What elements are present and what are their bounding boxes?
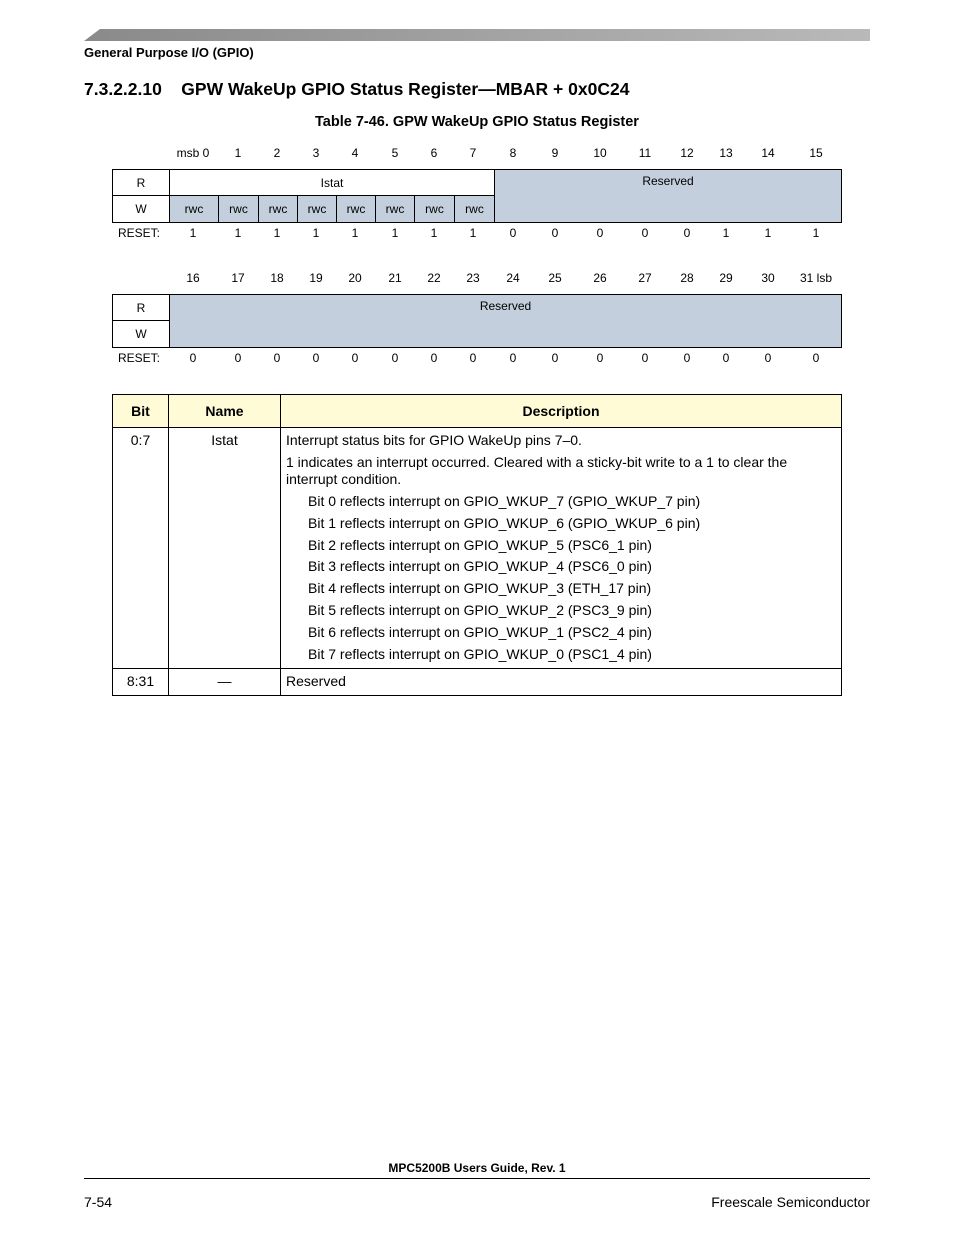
reset-value: 1 xyxy=(764,226,772,240)
description-cell: Reserved xyxy=(281,668,842,695)
bit-number: 5 xyxy=(391,146,399,160)
istat-field: Istat xyxy=(170,170,495,196)
rwc-cell: rwc xyxy=(219,196,259,222)
bit-number: 25 xyxy=(548,271,562,285)
name-cell: Istat xyxy=(169,428,281,669)
bit-number: 26 xyxy=(593,271,607,285)
table-row xyxy=(113,428,842,669)
reset-value: 0 xyxy=(683,226,691,240)
table-header-row xyxy=(113,395,842,428)
rwc-cell: rwc xyxy=(170,196,219,222)
description-paragraph: 1 indicates an interrupt occurred. Cleared with a sticky-bit write to a 1 to clear the interrupt condition. xyxy=(286,454,788,487)
reset-value: 1 xyxy=(189,226,197,240)
reset-value: 1 xyxy=(469,226,477,240)
reset-row-upper xyxy=(112,226,842,244)
bit-numbers-lower xyxy=(112,271,842,289)
description-column-header: Description xyxy=(281,395,842,428)
reset-value: 0 xyxy=(469,351,477,365)
bit-number: 13 xyxy=(719,146,733,160)
running-head: General Purpose I/O (GPIO) xyxy=(84,45,254,60)
reset-value: 0 xyxy=(596,226,604,240)
footer-company: Freescale Semiconductor xyxy=(711,1194,870,1210)
bit-number: 24 xyxy=(506,271,520,285)
reset-value: 0 xyxy=(683,351,691,365)
read-row-label: R xyxy=(113,295,170,321)
reserved-label-lower: Reserved xyxy=(479,299,532,313)
reset-value: 0 xyxy=(234,351,242,365)
reserved-field-lower xyxy=(170,295,841,347)
bit-number: 22 xyxy=(427,271,441,285)
reset-value: 1 xyxy=(722,226,730,240)
reset-value: 1 xyxy=(234,226,242,240)
bit-number: 29 xyxy=(719,271,733,285)
description-item: Bit 3 reflects interrupt on GPIO_WKUP_4 (PSC6_0 pin) xyxy=(308,558,652,575)
reset-value: 0 xyxy=(551,226,559,240)
bit-number: 15 xyxy=(809,146,823,160)
reset-value: 1 xyxy=(430,226,438,240)
bit-number: 20 xyxy=(348,271,362,285)
description-item: Bit 4 reflects interrupt on GPIO_WKUP_3 (ETH_17 pin) xyxy=(308,580,652,597)
bit-number: 12 xyxy=(680,146,694,160)
table-row xyxy=(113,668,842,695)
bit-number: 6 xyxy=(430,146,438,160)
bit-number: 31 lsb xyxy=(799,271,833,285)
reserved-field-upper xyxy=(495,170,841,222)
section-title: 7.3.2.2.10 GPW WakeUp GPIO Status Register—MBAR + 0x0C24 xyxy=(84,79,630,99)
header-bar xyxy=(84,29,870,41)
rwc-cell: rwc xyxy=(298,196,337,222)
bit-number: 23 xyxy=(466,271,480,285)
reset-value: 0 xyxy=(812,351,820,365)
bit-number: 16 xyxy=(186,271,200,285)
bit-number: 3 xyxy=(312,146,320,160)
bit-column-header: Bit xyxy=(113,395,169,428)
reset-value: 1 xyxy=(312,226,320,240)
bit-number: 4 xyxy=(351,146,359,160)
reset-value: 1 xyxy=(351,226,359,240)
bit-number: 9 xyxy=(551,146,559,160)
description-cell xyxy=(281,428,842,669)
field-description-table xyxy=(112,394,842,696)
bit-number: 21 xyxy=(388,271,402,285)
reset-value: 0 xyxy=(509,226,517,240)
reset-label-lower: RESET: xyxy=(118,351,161,365)
reset-value: 0 xyxy=(764,351,772,365)
footer-rule xyxy=(84,1178,870,1179)
bit-number: 8 xyxy=(509,146,517,160)
bit-numbers-upper xyxy=(112,146,842,164)
bit-number: 7 xyxy=(469,146,477,160)
register-grid-lower xyxy=(112,294,842,348)
rwc-cell: rwc xyxy=(376,196,415,222)
footer-title: MPC5200B Users Guide, Rev. 1 xyxy=(388,1161,566,1175)
bit-number: 1 xyxy=(234,146,242,160)
reserved-label-upper: Reserved xyxy=(642,174,694,188)
reset-value: 0 xyxy=(391,351,399,365)
reset-value: 0 xyxy=(596,351,604,365)
description-paragraph: Interrupt status bits for GPIO WakeUp pins 7–0. xyxy=(286,432,582,448)
description-item: Bit 5 reflects interrupt on GPIO_WKUP_2 (PSC3_9 pin) xyxy=(308,601,652,618)
bit-number: 28 xyxy=(680,271,694,285)
reset-value: 1 xyxy=(812,226,820,240)
write-row-label: W xyxy=(113,321,170,347)
reset-row-lower xyxy=(112,351,842,369)
bit-number: msb 0 xyxy=(176,146,210,160)
bit-number: 14 xyxy=(761,146,775,160)
description-item: Bit 2 reflects interrupt on GPIO_WKUP_5 (PSC6_1 pin) xyxy=(308,536,652,553)
rwc-cell: rwc xyxy=(337,196,376,222)
bit-number: 10 xyxy=(593,146,607,160)
write-row-label: W xyxy=(113,196,170,222)
description-item: Bit 1 reflects interrupt on GPIO_WKUP_6 (GPIO_WKUP_6 pin) xyxy=(308,514,701,531)
name-column-header: Name xyxy=(169,395,281,428)
rwc-cell: rwc xyxy=(259,196,298,222)
description-item: Bit 7 reflects interrupt on GPIO_WKUP_0 (PSC1_4 pin) xyxy=(308,645,652,662)
reset-value: 0 xyxy=(189,351,197,365)
reset-value: 0 xyxy=(312,351,320,365)
page-number: 7-54 xyxy=(84,1194,113,1210)
bit-number: 11 xyxy=(638,146,652,160)
bit-cell: 8:31 xyxy=(113,668,169,695)
description-item: Bit 0 reflects interrupt on GPIO_WKUP_7 (GPIO_WKUP_7 pin) xyxy=(308,493,701,509)
reset-value: 0 xyxy=(722,351,730,365)
rwc-cell: rwc xyxy=(415,196,455,222)
bit-number: 18 xyxy=(270,271,284,285)
reset-value: 1 xyxy=(391,226,399,240)
reset-label-upper: RESET: xyxy=(118,226,161,240)
name-cell: — xyxy=(169,668,281,695)
bit-number: 17 xyxy=(231,271,245,285)
bit-number: 27 xyxy=(638,271,652,285)
reset-value: 1 xyxy=(273,226,281,240)
table-caption: Table 7-46. GPW WakeUp GPIO Status Register xyxy=(315,114,639,130)
register-upper xyxy=(112,146,842,246)
bit-cell: 0:7 xyxy=(113,428,169,669)
reset-value: 0 xyxy=(641,226,649,240)
reset-value: 0 xyxy=(641,351,649,365)
description-item: Bit 6 reflects interrupt on GPIO_WKUP_1 (PSC2_4 pin) xyxy=(308,623,652,640)
register-lower xyxy=(112,271,842,371)
read-row-label: R xyxy=(113,170,170,196)
reset-value: 0 xyxy=(351,351,359,365)
reset-value: 0 xyxy=(551,351,559,365)
bit-number: 2 xyxy=(273,146,281,160)
bit-number: 30 xyxy=(761,271,775,285)
bit-number: 19 xyxy=(309,271,323,285)
register-grid-upper xyxy=(112,169,842,223)
reset-value: 0 xyxy=(430,351,438,365)
rwc-cell: rwc xyxy=(455,196,495,222)
reset-value: 0 xyxy=(273,351,281,365)
reset-value: 0 xyxy=(509,351,517,365)
